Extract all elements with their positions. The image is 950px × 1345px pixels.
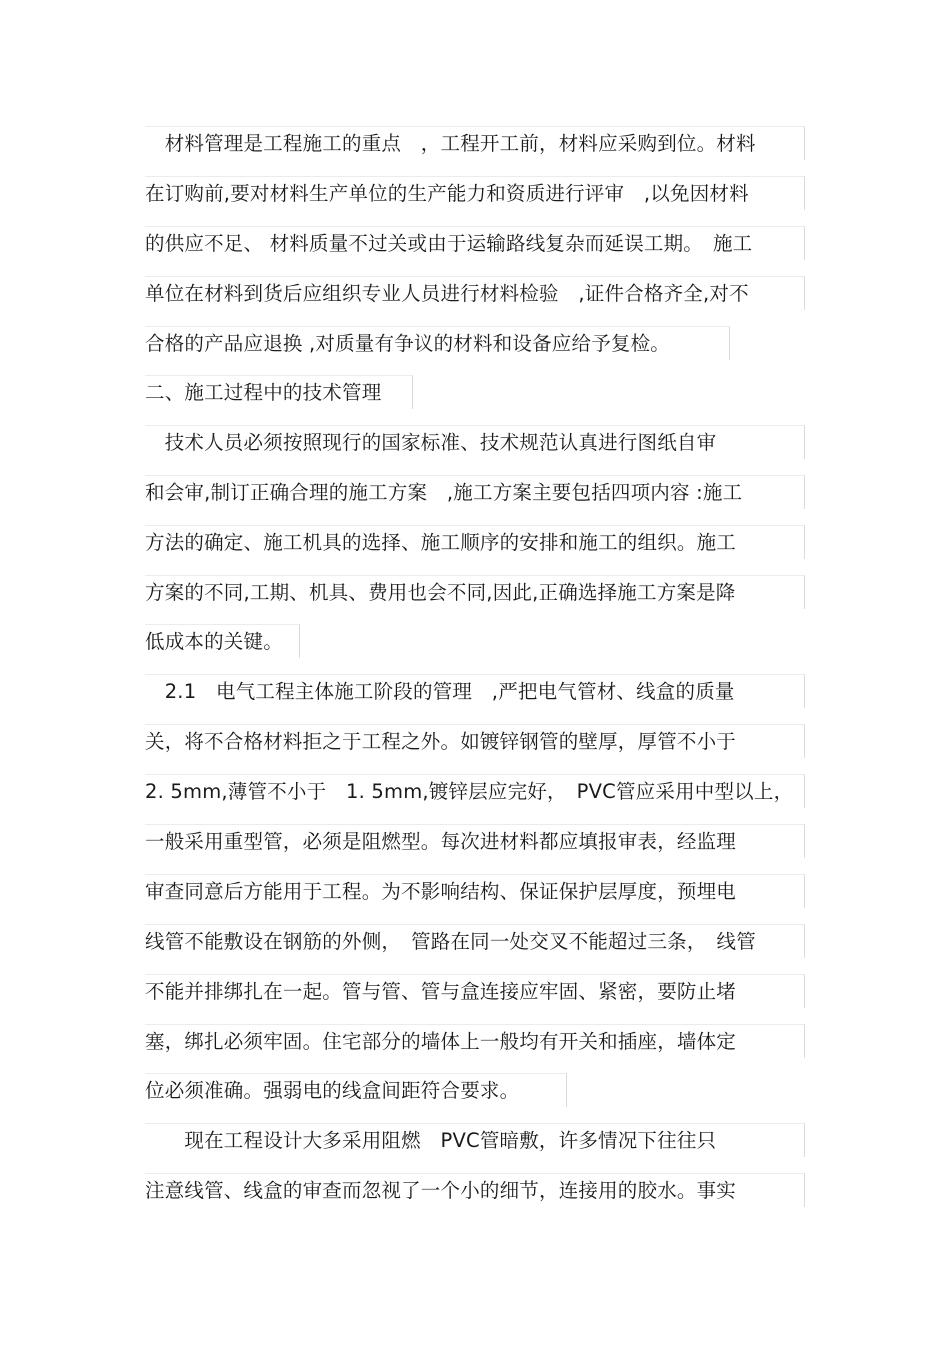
text-line-12: 2.1 电气工程主体施工阶段的管理 ,严把电气管材、线盒的质量: [145, 674, 805, 708]
text-line-14: 2. 5mm,薄管不小于 1. 5mm,镀锌层应完好， PVC管应采用中型以上，: [145, 774, 805, 808]
text-line-17: 线管不能敷设在钢筋的外侧， 管路在同一处交叉不能超过三条， 线管: [145, 924, 805, 958]
text-line-1: 材料管理是工程施工的重点 ，工程开工前，材料应采购到位。材料: [145, 126, 805, 160]
text-line-9: 方法的确定、施工机具的选择、施工顺序的安排和施工的组织。施工: [145, 525, 805, 559]
text-line-16: 审查同意后方能用于工程。为不影响结构、保证保护层厚度，预埋电: [145, 874, 805, 908]
text-line-8: 和会审,制订正确合理的施工方案 ,施工方案主要包括四项内容 :施工: [145, 475, 805, 509]
text-line-15: 一般采用重型管，必须是阻燃型。每次进材料都应填报审表，经监理: [145, 824, 805, 858]
text-line-19: 塞，绑扎必须牢固。住宅部分的墙体上一般均有开关和插座，墙体定: [145, 1024, 805, 1058]
section-heading: 二、施工过程中的技术管理: [145, 375, 413, 409]
text-line-4: 单位在材料到货后应组织专业人员进行材料检验 ,证件合格齐全,对不: [145, 276, 805, 310]
text-line-10: 方案的不同,工期、机具、费用也会不同,因此,正确选择施工方案是降: [145, 575, 805, 609]
text-line-5: 合格的产品应退换 ,对质量有争议的材料和设备应给予复检。: [145, 326, 730, 360]
text-line-11: 低成本的关键。: [145, 624, 300, 658]
text-line-18: 不能并排绑扎在一起。管与管、管与盒连接应牢固、紧密，要防止堵: [145, 974, 805, 1008]
text-line-13: 关，将不合格材料拒之于工程之外。如镀锌钢管的壁厚，厚管不小于: [145, 724, 805, 758]
text-line-20: 位必须准确。强弱电的线盒间距符合要求。: [145, 1073, 567, 1107]
text-line-7: 技术人员必须按照现行的国家标准、技术规范认真进行图纸自审: [145, 425, 805, 459]
text-line-2: 在订购前,要对材料生产单位的生产能力和资质进行评审 ,以免因材料: [145, 176, 805, 210]
text-line-21: 现在工程设计大多采用阻燃 PVC管暗敷，许多情况下往往只: [145, 1123, 805, 1157]
text-line-3: 的供应不足、 材料质量不过关或由于运输路线复杂而延误工期。 施工: [145, 226, 805, 260]
text-line-22: 注意线管、线盒的审查而忽视了一个小的细节，连接用的胶水。事实: [145, 1173, 805, 1207]
